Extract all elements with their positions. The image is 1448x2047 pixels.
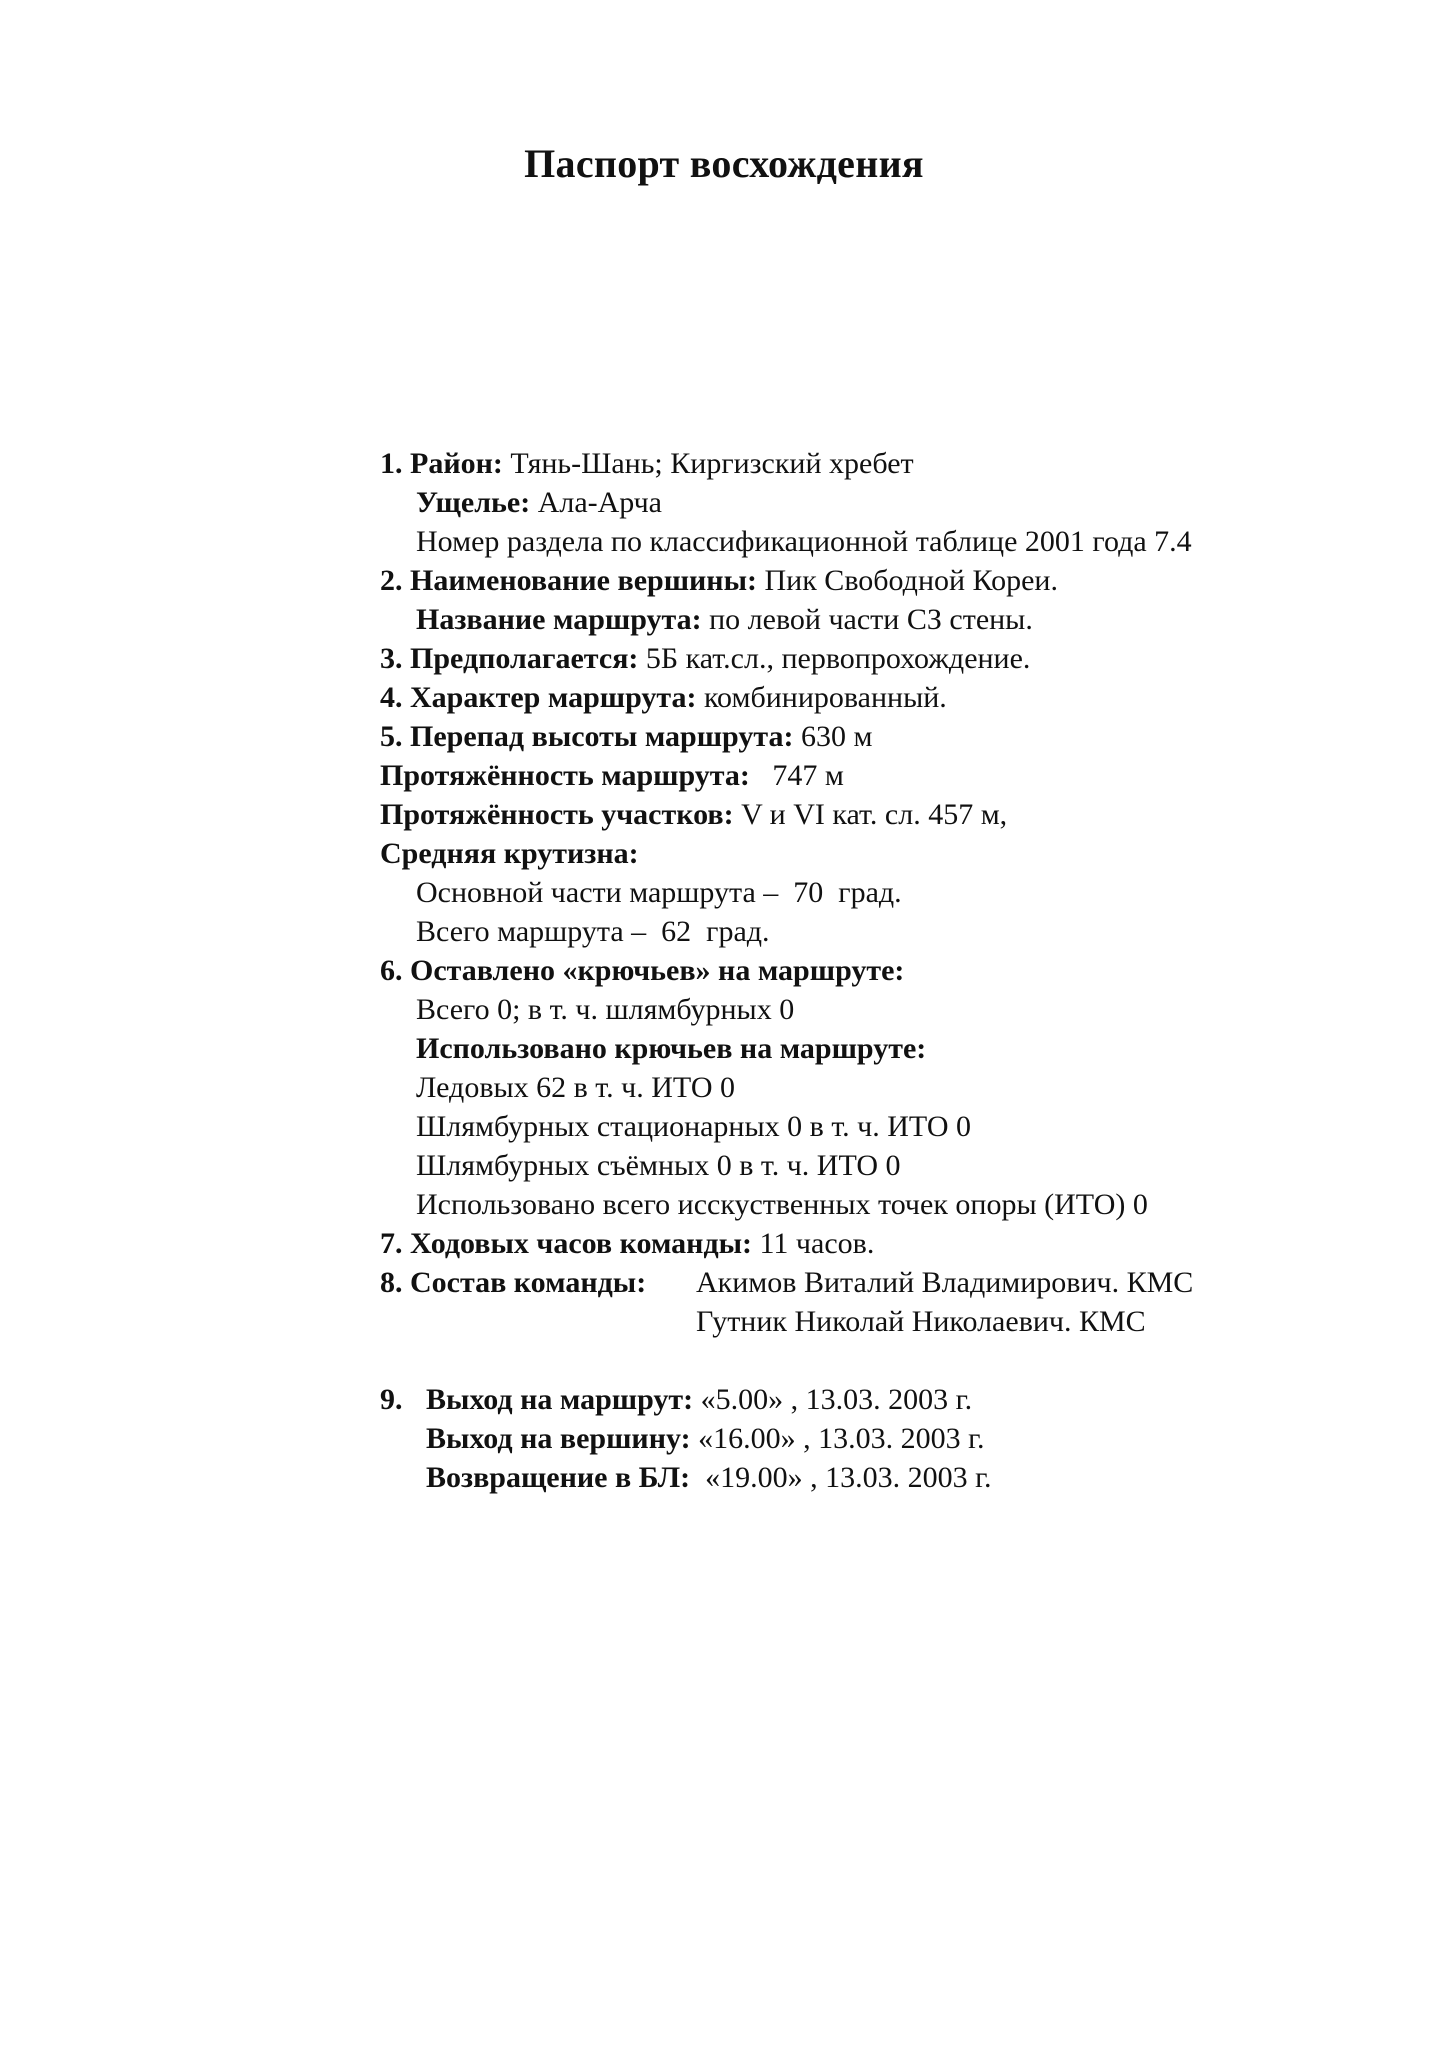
bolts-removable: Шлямбурных съёмных 0 в т. ч. ИТО 0	[416, 1149, 901, 1182]
section-1-line-gorge	[416, 485, 662, 521]
team-hours-label: Ходовых часов команды:	[410, 1227, 753, 1260]
steepness-main: Основной части маршрута – 70 град.	[416, 876, 902, 909]
team-hours-value: 11 часов.	[752, 1227, 875, 1260]
bolts-fixed: Шлямбурных стационарных 0 в т. ч. ИТО 0	[416, 1110, 972, 1143]
pitons-used-label: Использовано крючьев на маршруте:	[416, 1032, 927, 1065]
route-start-value: «5.00» , 13.03. 2003 г.	[693, 1383, 973, 1416]
section-number: 3.	[380, 642, 403, 675]
region-label: Район:	[410, 447, 503, 480]
assumed-value: 5Б кат.сл., первопрохождение.	[638, 642, 1031, 675]
section-2-line-route	[416, 602, 1033, 638]
section-2-line-peak	[380, 563, 1058, 599]
route-start-line	[426, 1382, 972, 1418]
height-drop-value: 630 м	[793, 720, 873, 753]
gorge-label: Ущелье:	[416, 486, 531, 519]
section-number: 2.	[380, 564, 403, 597]
section-number: 7.	[380, 1227, 403, 1260]
pitons-left-value: Всего 0; в т. ч. шлямбурных 0	[416, 993, 795, 1026]
team-member-2: Гутник Николай Николаевич. КМС	[696, 1305, 1146, 1338]
peak-label: Наименование вершины:	[410, 564, 758, 597]
section-4-line	[380, 680, 947, 716]
steepness-label: Средняя крутизна:	[380, 837, 639, 870]
height-drop-label: Перепад высоты маршрута:	[410, 720, 794, 753]
sections-length-label: Протяжённость участков:	[380, 798, 734, 831]
summit-value: «16.00» , 13.03. 2003 г.	[690, 1422, 985, 1455]
peak-value: Пик Свободной Кореи.	[757, 564, 1058, 597]
section-8-line	[380, 1265, 646, 1301]
steepness-total: Всего маршрута – 62 град.	[416, 915, 770, 948]
sections-length-line	[380, 797, 1007, 833]
route-start-label: Выход на маршрут:	[426, 1383, 694, 1416]
return-value: «19.00» , 13.03. 2003 г.	[690, 1461, 992, 1494]
team-member-1: Акимов Виталий Владимирович. КМС	[696, 1266, 1194, 1299]
section-number: 1.	[380, 447, 403, 480]
section-number: 6.	[380, 954, 403, 987]
section-number: 4.	[380, 681, 403, 714]
team-label: Состав команды:	[410, 1266, 647, 1299]
section-number: 8.	[380, 1266, 403, 1299]
section-3-line	[380, 641, 1030, 677]
ito-total: Использовано всего исскуственных точек опоры (ИТО) 0	[416, 1188, 1148, 1221]
route-length-line	[380, 758, 844, 794]
section-6-line-left	[380, 953, 904, 989]
route-character-value: комбинированный.	[696, 681, 947, 714]
section-number: 5.	[380, 720, 403, 753]
classification-line: Номер раздела по классификационной таблице 2001 года 7.4	[416, 525, 1192, 558]
section-5-line-drop	[380, 719, 872, 755]
gorge-value: Ала-Арча	[530, 486, 662, 519]
sections-length-value: V и VI кат. сл. 457 м,	[733, 798, 1008, 831]
region-value: Тянь-Шань; Киргизский хребет	[502, 447, 914, 480]
route-length-value: 747 м	[749, 759, 844, 792]
section-1-line-region	[380, 446, 914, 482]
route-length-label: Протяжённость маршрута:	[380, 759, 750, 792]
pitons-left-label: Оставлено «крючьев» на маршруте:	[410, 954, 905, 987]
summit-label: Выход на вершину:	[426, 1422, 691, 1455]
assumed-label: Предполагается:	[410, 642, 639, 675]
page-title: Паспорт восхождения	[524, 141, 924, 186]
route-character-label: Характер маршрута:	[410, 681, 697, 714]
route-value: по левой части СЗ стены.	[701, 603, 1033, 636]
summit-line	[426, 1421, 985, 1457]
section-number: 9.	[380, 1383, 403, 1416]
section-7-line	[380, 1226, 874, 1262]
route-label: Название маршрута:	[416, 603, 702, 636]
return-label: Возвращение в БЛ:	[426, 1461, 691, 1494]
return-line	[426, 1460, 992, 1496]
ice-pitons: Ледовых 62 в т. ч. ИТО 0	[416, 1071, 736, 1104]
